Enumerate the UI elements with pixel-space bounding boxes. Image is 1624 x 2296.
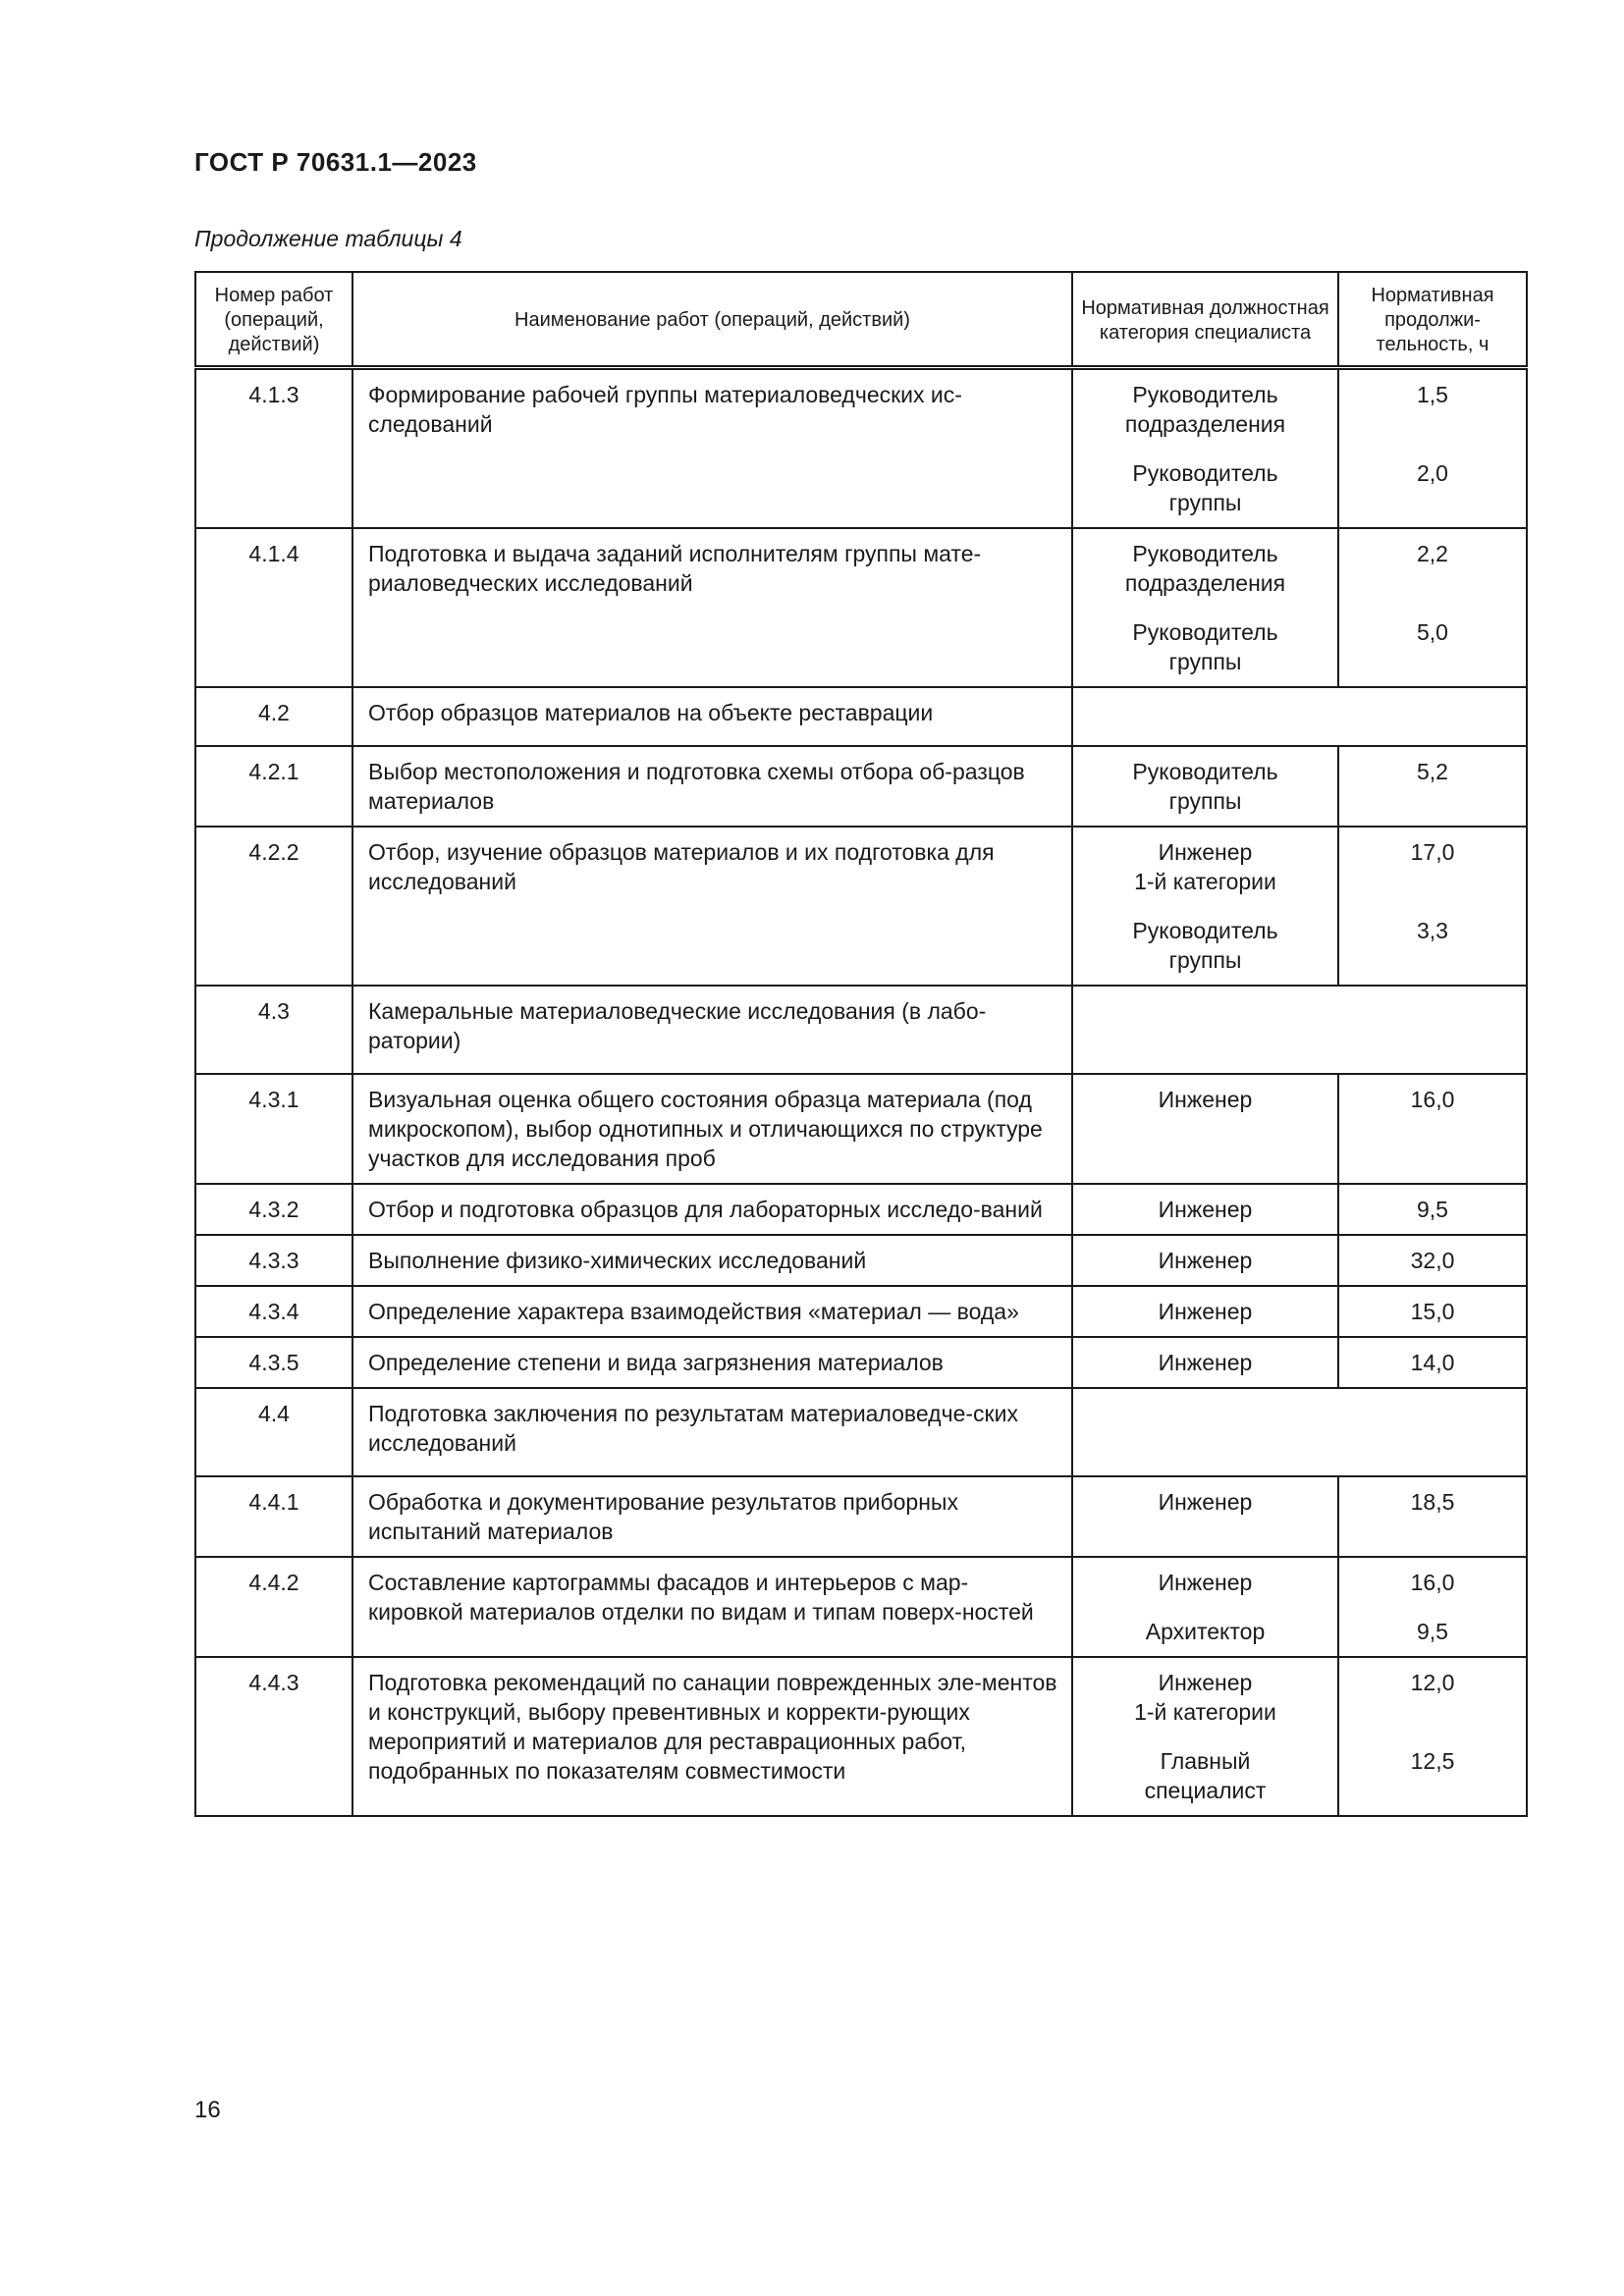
work-name-cell: Подготовка заключения по результатам материаловедче-ских исследований bbox=[352, 1388, 1072, 1476]
table-row bbox=[195, 1557, 1527, 1657]
work-name-cell: Составление картограммы фасадов и интерьеров с мар-кировкой материалов отделки по видам и типам поверх-ностей bbox=[352, 1557, 1072, 1657]
category-entry: Руководитель группы bbox=[1132, 619, 1278, 674]
category-cell bbox=[1072, 1657, 1338, 1816]
category-entry: Инженер bbox=[1158, 1087, 1253, 1112]
work-number-cell: 4.3 bbox=[195, 986, 352, 1074]
category-entry: Инженер bbox=[1158, 1489, 1253, 1515]
category-entry: Инженер bbox=[1158, 1248, 1253, 1273]
table-row bbox=[195, 1657, 1527, 1816]
empty-merged-cell bbox=[1072, 687, 1527, 746]
work-number-cell: 4.3.1 bbox=[195, 1074, 352, 1184]
table-row bbox=[195, 687, 1527, 746]
duration-cell bbox=[1338, 528, 1527, 687]
duration-entry: 12,0 bbox=[1410, 1670, 1455, 1695]
work-name-cell: Визуальная оценка общего состояния образца материала (под микроскопом), выбор однотипных и отличающихся по структуре участков для исследования проб bbox=[352, 1074, 1072, 1184]
work-number-cell: 4.4 bbox=[195, 1388, 352, 1476]
work-number-cell: 4.3.5 bbox=[195, 1337, 352, 1388]
table-row bbox=[195, 528, 1527, 687]
work-number-cell: 4.4.3 bbox=[195, 1657, 352, 1816]
category-entry: Инженер 1-й категории bbox=[1134, 839, 1276, 894]
category-cell bbox=[1072, 1286, 1338, 1337]
work-name-cell: Камеральные материаловедческие исследования (в лабо-ратории) bbox=[352, 986, 1072, 1074]
duration-cell bbox=[1338, 746, 1527, 827]
duration-cell bbox=[1338, 1286, 1527, 1337]
work-number-cell: 4.3.2 bbox=[195, 1184, 352, 1235]
duration-cell bbox=[1338, 1476, 1527, 1557]
duration-entry: 15,0 bbox=[1410, 1299, 1455, 1324]
category-cell bbox=[1072, 1476, 1338, 1557]
category-entry: Руководитель подразделения bbox=[1124, 541, 1286, 596]
category-entry: Инженер bbox=[1158, 1197, 1253, 1222]
duration-entry: 1,5 bbox=[1417, 382, 1448, 407]
work-number-cell: 4.2.2 bbox=[195, 827, 352, 986]
duration-entry: 9,5 bbox=[1417, 1619, 1448, 1644]
table-header-row bbox=[195, 272, 1527, 368]
category-entry: Архитектор bbox=[1145, 1619, 1266, 1644]
column-header-number: Номер работ (операций, действий) bbox=[195, 272, 352, 368]
duration-cell bbox=[1338, 1184, 1527, 1235]
duration-cell bbox=[1338, 1235, 1527, 1286]
category-entry: Руководитель группы bbox=[1132, 918, 1278, 973]
page-number: 16 bbox=[194, 2097, 221, 2123]
category-cell bbox=[1072, 1337, 1338, 1388]
work-name-cell: Выполнение физико-химических исследований bbox=[352, 1235, 1072, 1286]
work-number-cell: 4.1.3 bbox=[195, 368, 352, 529]
work-name-cell: Выбор местоположения и подготовка схемы отбора об-разцов материалов bbox=[352, 746, 1072, 827]
category-cell bbox=[1072, 368, 1338, 529]
empty-merged-cell bbox=[1072, 1388, 1527, 1476]
category-cell bbox=[1072, 1557, 1338, 1657]
table-body bbox=[195, 368, 1527, 1817]
work-number-cell: 4.2 bbox=[195, 687, 352, 746]
table-row bbox=[195, 1074, 1527, 1184]
table-row bbox=[195, 1235, 1527, 1286]
table-row bbox=[195, 746, 1527, 827]
work-name-cell: Подготовка рекомендаций по санации поврежденных эле-ментов и конструкций, выбору превентивных и корректи-рующих мероприятий и материалов для реставрационных работ, подобранных по показателям совместимости bbox=[352, 1657, 1072, 1816]
duration-entry: 16,0 bbox=[1410, 1570, 1455, 1595]
empty-merged-cell bbox=[1072, 986, 1527, 1074]
work-name-cell: Формирование рабочей группы материаловедческих ис-следований bbox=[352, 368, 1072, 529]
norms-table bbox=[194, 271, 1528, 1817]
table-header bbox=[195, 272, 1527, 368]
duration-entry: 5,0 bbox=[1417, 619, 1448, 645]
work-name-cell: Подготовка и выдача заданий исполнителям группы мате-риаловедческих исследований bbox=[352, 528, 1072, 687]
category-entry: Инженер bbox=[1158, 1299, 1253, 1324]
category-entry: Руководитель группы bbox=[1132, 759, 1278, 814]
table-row bbox=[195, 368, 1527, 529]
category-cell bbox=[1072, 1184, 1338, 1235]
work-number-cell: 4.1.4 bbox=[195, 528, 352, 687]
table-row bbox=[195, 1388, 1527, 1476]
category-cell bbox=[1072, 746, 1338, 827]
column-header-name: Наименование работ (операций, действий) bbox=[352, 272, 1072, 368]
duration-entry: 18,5 bbox=[1410, 1489, 1455, 1515]
table-caption: Продолжение таблицы 4 bbox=[194, 226, 462, 251]
duration-cell bbox=[1338, 827, 1527, 986]
table-row bbox=[195, 1286, 1527, 1337]
duration-entry: 2,0 bbox=[1417, 460, 1448, 486]
category-entry: Руководитель подразделения bbox=[1124, 382, 1286, 437]
document-code: ГОСТ Р 70631.1—2023 bbox=[194, 147, 477, 177]
table-row bbox=[195, 827, 1527, 986]
category-cell bbox=[1072, 1235, 1338, 1286]
work-name-cell: Определение характера взаимодействия «материал — вода» bbox=[352, 1286, 1072, 1337]
category-entry: Руководитель группы bbox=[1132, 460, 1278, 515]
category-entry: Инженер 1-й категории bbox=[1134, 1670, 1276, 1725]
work-name-cell: Определение степени и вида загрязнения материалов bbox=[352, 1337, 1072, 1388]
work-name-cell: Обработка и документирование результатов приборных испытаний материалов bbox=[352, 1476, 1072, 1557]
work-number-cell: 4.4.1 bbox=[195, 1476, 352, 1557]
duration-cell bbox=[1338, 1657, 1527, 1816]
table-row bbox=[195, 1184, 1527, 1235]
duration-cell bbox=[1338, 1337, 1527, 1388]
duration-entry: 5,2 bbox=[1417, 759, 1448, 784]
category-entry: Инженер bbox=[1158, 1570, 1253, 1595]
duration-entry: 16,0 bbox=[1410, 1087, 1455, 1112]
duration-cell bbox=[1338, 368, 1527, 529]
work-number-cell: 4.3.3 bbox=[195, 1235, 352, 1286]
table-row bbox=[195, 1337, 1527, 1388]
category-entry: Инженер bbox=[1158, 1350, 1253, 1375]
duration-cell bbox=[1338, 1557, 1527, 1657]
column-header-duration: Нормативная продолжи-тельность, ч bbox=[1338, 272, 1527, 368]
duration-entry: 12,5 bbox=[1410, 1748, 1455, 1774]
duration-entry: 17,0 bbox=[1410, 839, 1455, 865]
duration-entry: 14,0 bbox=[1410, 1350, 1455, 1375]
work-name-cell: Отбор образцов материалов на объекте реставрации bbox=[352, 687, 1072, 746]
table-row bbox=[195, 986, 1527, 1074]
category-entry: Главный специалист bbox=[1144, 1748, 1267, 1803]
duration-entry: 9,5 bbox=[1417, 1197, 1448, 1222]
duration-cell bbox=[1338, 1074, 1527, 1184]
duration-entry: 32,0 bbox=[1410, 1248, 1455, 1273]
work-number-cell: 4.4.2 bbox=[195, 1557, 352, 1657]
category-cell bbox=[1072, 827, 1338, 986]
work-name-cell: Отбор и подготовка образцов для лабораторных исследо-ваний bbox=[352, 1184, 1072, 1235]
duration-entry: 2,2 bbox=[1417, 541, 1448, 566]
work-number-cell: 4.2.1 bbox=[195, 746, 352, 827]
work-number-cell: 4.3.4 bbox=[195, 1286, 352, 1337]
work-name-cell: Отбор, изучение образцов материалов и их подготовка для исследований bbox=[352, 827, 1072, 986]
table-row bbox=[195, 1476, 1527, 1557]
column-header-category: Нормативная должностная категория специалиста bbox=[1072, 272, 1338, 368]
category-cell bbox=[1072, 1074, 1338, 1184]
duration-entry: 3,3 bbox=[1417, 918, 1448, 943]
category-cell bbox=[1072, 528, 1338, 687]
